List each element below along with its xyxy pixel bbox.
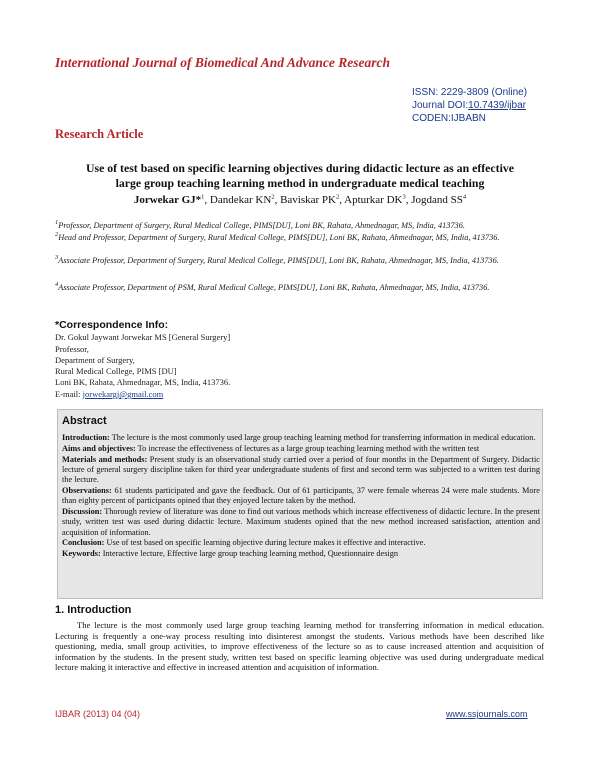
abstract-section <box>62 444 540 454</box>
journal-name: International Journal of Biomedical And Advance Research <box>55 55 391 70</box>
author-sup: 4 <box>462 193 467 201</box>
abstract-text: To increase the effectiveness of lectures as a large group teaching learning method with the written test <box>135 443 480 453</box>
abstract-label: Keywords: <box>62 549 101 559</box>
abstract-section <box>62 486 540 507</box>
correspondence-line: Rural Medical College, PIMS [DU] <box>55 366 177 376</box>
section-heading-introduction: 1. Introduction <box>55 604 132 616</box>
introduction-body: The lecture is the most commonly used large group teaching learning method for transferring information in medical education. Lecturing is frequently a one-way process resulting into disinterest amongst the students. Various methods have been described like questioning, media, small group activities, to improve effectiveness of the lecture so as to cause increased attention and acquisition of information by the students. In the present study, written test based on specific learning objective was used during undergraduate medical lecture making it interactive and effective in increased attention and acquisition of information. <box>55 620 544 673</box>
author-name: Jorwekar GJ* <box>133 194 202 206</box>
correspondence-line: Professor, <box>55 344 89 354</box>
affiliation-sup: 3 <box>55 254 59 262</box>
abstract-label: Introduction: <box>62 433 110 442</box>
paper-title <box>55 161 545 191</box>
paper-title-line-1: Use of test based on specific learning objectives during didactic lecture as an effective <box>85 161 514 175</box>
affiliation <box>55 221 545 232</box>
abstract-section <box>62 549 540 559</box>
author-name: Jogdand SS <box>411 194 463 206</box>
affiliation <box>55 256 545 267</box>
correspondence-line: Dr. Gokul Jaywant Jorwekar MS [General Surgery] <box>55 332 231 342</box>
author-sup: 1 <box>201 193 205 201</box>
abstract-label: Observations: <box>62 485 112 495</box>
abstract-text: Interactive lecture, Effective large group teaching learning method, Questionnaire design <box>100 549 399 559</box>
abstract-section <box>62 507 540 538</box>
doi-link[interactable]: 10.7439/ijbar <box>468 100 526 111</box>
abstract-label: Discussion: <box>62 507 103 517</box>
abstract-text: 61 students participated and gave the feedback. Out of 61 participants, 37 were female whereas 24 were male students. More than eighty percent of participants opined that they enjoyed lecture taken by the method. <box>62 485 540 506</box>
affiliation-text: Associate Professor, Department of Surgery, Rural Medical College, PIMS[DU], Loni BK, Rahata, Ahmednagar, MS, India, 413736. <box>58 256 499 265</box>
abstract-body <box>62 433 540 560</box>
doi-label: Journal DOI: <box>412 100 469 111</box>
affiliation-sup: 1 <box>55 219 59 227</box>
correspondence-heading: *Correspondence Info: <box>55 319 169 331</box>
correspondence-email <box>55 389 163 399</box>
footer-citation: IJBAR (2013) 04 (04) <box>55 709 141 719</box>
author-list: Jorwekar GJ*$^1$, Dandekar $KN^2$, Baviskar $PK^2$, Apturkar $DK^3$, Jogdand $SS^4$ <box>133 193 467 206</box>
author-name: Dandekar KN <box>209 194 272 206</box>
author-name: Apturkar DK <box>344 194 403 206</box>
email-label: E-mail: <box>55 389 83 399</box>
affiliation <box>55 233 545 244</box>
abstract-label: Conclusion: <box>62 538 105 548</box>
issn: ISSN: 2229-3809 (Online) <box>412 87 528 98</box>
abstract-label: Aims and objectives: <box>62 443 136 453</box>
abstract-heading: Abstract <box>62 415 107 427</box>
correspondence-line: Loni BK, Rahata, Ahmednagar, MS, India, 413736. <box>55 377 231 387</box>
author-sup: 2 <box>271 193 275 201</box>
coden: CODEN:IJBABN <box>412 113 486 124</box>
affiliation <box>55 283 545 294</box>
abstract-label: Materials and methods: <box>62 454 148 464</box>
abstract-section <box>62 538 540 548</box>
author-sup: 2 <box>335 193 340 201</box>
abstract-text: Thorough review of literature was done to find out various methods which increase effectiveness of didactic lecture. In the present study, written test was used during didactic lecture. Maximum students opined that the new method increased satisfaction, attention and acquisition of information. <box>62 507 540 537</box>
correspondence-line: Department of Surgery, <box>55 355 135 365</box>
article-type: Research Article <box>55 127 144 141</box>
author-name: Baviskar PK <box>280 194 336 206</box>
affiliation-text: Head and Professor, Department of Surgery, Rural Medical College, PIMS[DU], Loni BK, Rahata, Ahmednagar, MS, India, 413736. <box>58 233 500 242</box>
abstract-section <box>62 455 540 486</box>
abstract-text: Present study is an observational study carried over a period of four months in the Department of Surgery. Didactic lecture of general surgery discipline taken for third year undergraduate students of first and second term was subjected to a written test during the lecture. <box>62 454 540 485</box>
abstract-text: The lecture is the most commonly used large group teaching learning method for transferring information in medical education. <box>109 433 536 442</box>
paper-title-line-2: large group teaching learning method in undergraduate medical teaching <box>115 176 485 190</box>
abstract-section <box>62 433 540 443</box>
affiliation-sup: 2 <box>55 231 59 239</box>
affiliation-sup: 4 <box>55 281 59 289</box>
affiliation-text: Professor, Department of Surgery, Rural Medical College, PIMS[DU], Loni BK, Rahata, Ahmednagar, MS, India, 413736. <box>58 221 465 230</box>
affiliation-text: Associate Professor, Department of PSM, Rural Medical College, PIMS[DU], Loni BK, Rahata, Ahmednagar, MS, India, 413736. <box>58 283 490 292</box>
journal-doi <box>412 100 526 111</box>
author-sup: 3 <box>402 193 406 201</box>
abstract-text: Use of test based on specific learning objective during lecture makes it effective and interactive. <box>104 538 426 548</box>
footer-website-link[interactable]: www.ssjournals.com <box>446 709 528 719</box>
email-link[interactable]: jorwekargj@gmail.com <box>82 389 164 399</box>
